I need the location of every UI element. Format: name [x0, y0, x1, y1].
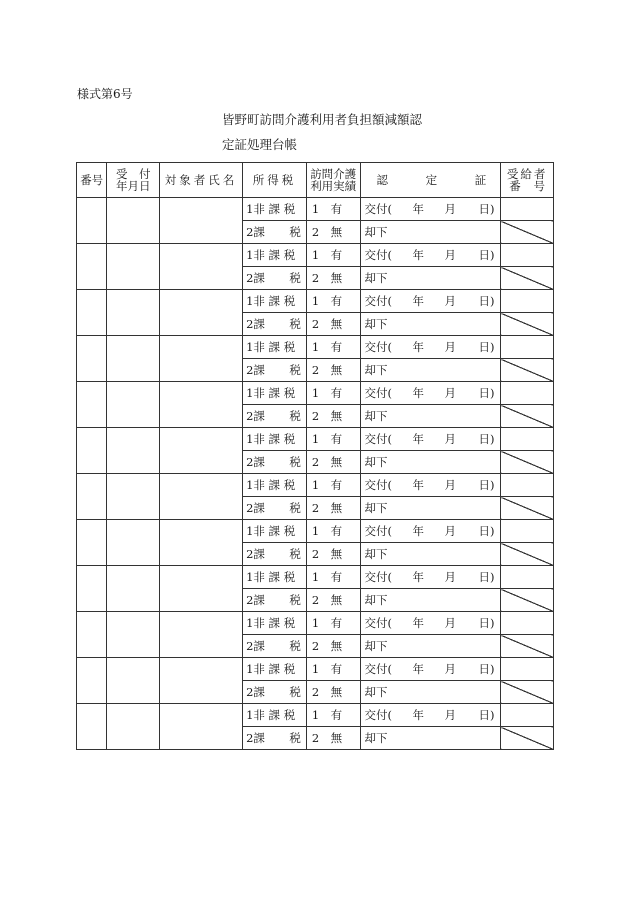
cell-usage-yes[interactable]: 1 有 [306, 428, 360, 451]
tax-taxed-number: 2 [246, 409, 254, 423]
header-certificate-a: 認 [376, 173, 389, 187]
cell-receipt-date[interactable] [107, 428, 160, 474]
cert-month-label: 月 [444, 570, 457, 584]
header-receipt-date-line2: 年月日 [115, 179, 151, 193]
tax-taxed-number: 2 [246, 593, 254, 607]
cert-month-label: 月 [444, 340, 457, 354]
cert-day-label: 日) [478, 294, 495, 308]
cert-day-label: 日) [478, 570, 495, 584]
cert-month-label: 月 [444, 294, 457, 308]
header-receipt-date-line1: 受 付 [115, 167, 151, 181]
cell-receipt-date[interactable] [107, 244, 160, 290]
cell-usage-no[interactable]: 2 無 [306, 359, 360, 382]
header-number: 番号 [77, 163, 107, 198]
tax-taxed-a: 課 [253, 317, 265, 331]
tax-taxed-a: 課 [253, 685, 265, 699]
cell-recipient-diagonal [501, 221, 554, 244]
cell-cert-reject[interactable]: 却下 [360, 359, 501, 382]
cert-month-label: 月 [444, 524, 457, 538]
cert-month-label: 月 [444, 248, 457, 262]
cell-cert-issue[interactable] [360, 520, 501, 543]
table-row-top [77, 520, 554, 543]
cell-cert-reject[interactable]: 却下 [360, 221, 501, 244]
ledger-title-line2: 定証処理台帳 [222, 137, 298, 152]
cell-cert-issue[interactable] [360, 382, 501, 405]
cell-tax-exempt[interactable] [243, 290, 307, 313]
tax-exempt-label: 非 課 税 [253, 478, 296, 492]
tax-exempt-label: 非 課 税 [253, 708, 296, 722]
cell-number[interactable] [77, 612, 107, 658]
cert-day-label: 日) [478, 432, 495, 446]
cell-usage-yes[interactable]: 1 有 [306, 290, 360, 313]
cell-usage-yes[interactable]: 1 有 [306, 658, 360, 681]
cell-cert-reject[interactable]: 却下 [360, 589, 501, 612]
table-row-top [77, 198, 554, 221]
cell-person-name[interactable] [160, 382, 243, 428]
cert-day-label: 日) [478, 524, 495, 538]
header-row [77, 163, 554, 198]
cell-cert-reject[interactable]: 却下 [360, 451, 501, 474]
cell-receipt-date[interactable] [107, 704, 160, 750]
cell-usage-yes[interactable]: 1 有 [306, 612, 360, 635]
table-row-top [77, 474, 554, 497]
cell-recipient-number[interactable] [501, 704, 554, 727]
cert-issue-label: 交付( [364, 478, 393, 492]
cell-cert-issue[interactable] [360, 658, 501, 681]
cell-cert-reject[interactable]: 却下 [360, 543, 501, 566]
cell-recipient-number[interactable] [501, 658, 554, 681]
table-row-top [77, 658, 554, 681]
tax-taxed-number: 2 [246, 363, 254, 377]
cert-issue-label: 交付( [364, 202, 393, 216]
cert-day-label: 日) [478, 340, 495, 354]
cell-tax-exempt[interactable] [243, 704, 307, 727]
cell-recipient-diagonal [501, 543, 554, 566]
tax-exempt-label: 非 課 税 [253, 432, 296, 446]
tax-taxed-b: 税 [289, 225, 301, 239]
cell-recipient-number[interactable] [501, 290, 554, 313]
cell-number[interactable] [77, 658, 107, 704]
cell-usage-no[interactable]: 2 無 [306, 681, 360, 704]
tax-taxed-a: 課 [253, 639, 265, 653]
cell-recipient-number[interactable] [501, 566, 554, 589]
cell-usage-yes[interactable]: 1 有 [306, 382, 360, 405]
cert-issue-label: 交付( [364, 248, 393, 262]
tax-exempt-number: 1 [246, 616, 254, 630]
cert-month-label: 月 [444, 662, 457, 676]
tax-taxed-b: 税 [289, 271, 301, 285]
cell-tax-exempt[interactable] [243, 566, 307, 589]
tax-taxed-number: 2 [246, 639, 254, 653]
cell-usage-yes[interactable]: 1 有 [306, 566, 360, 589]
cell-tax-taxed[interactable] [243, 267, 307, 290]
tax-taxed-b: 税 [289, 639, 301, 653]
tax-exempt-number: 1 [246, 570, 254, 584]
cert-day-label: 日) [478, 386, 495, 400]
form-number: 様式第6号 [77, 87, 133, 101]
tax-taxed-number: 2 [246, 501, 254, 515]
ledger-title-line1: 皆野町訪問介護利用者負担額減額認 [222, 112, 423, 127]
cell-cert-issue[interactable] [360, 704, 501, 727]
cell-receipt-date[interactable] [107, 474, 160, 520]
tax-exempt-number: 1 [246, 294, 254, 308]
cell-usage-yes[interactable]: 1 有 [306, 520, 360, 543]
header-home-care-usage-line2: 利用実績 [310, 179, 357, 193]
cert-year-label: 年 [412, 708, 425, 722]
cell-recipient-diagonal [501, 635, 554, 658]
cell-person-name[interactable] [160, 704, 243, 750]
cert-year-label: 年 [412, 524, 425, 538]
cell-tax-taxed[interactable] [243, 543, 307, 566]
tax-exempt-label: 非 課 税 [253, 662, 296, 676]
cell-usage-yes[interactable]: 1 有 [306, 198, 360, 221]
cell-tax-taxed[interactable] [243, 589, 307, 612]
tax-exempt-label: 非 課 税 [253, 248, 296, 262]
tax-taxed-a: 課 [253, 593, 265, 607]
cell-recipient-diagonal [501, 451, 554, 474]
cell-tax-taxed[interactable] [243, 497, 307, 520]
cell-receipt-date[interactable] [107, 198, 160, 244]
table-row-top [77, 290, 554, 313]
table-row-top [77, 704, 554, 727]
tax-exempt-label: 非 課 税 [253, 386, 296, 400]
cell-cert-reject[interactable]: 却下 [360, 727, 501, 750]
cell-person-name[interactable] [160, 566, 243, 612]
cert-day-label: 日) [478, 662, 495, 676]
tax-taxed-number: 2 [246, 547, 254, 561]
tax-exempt-label: 非 課 税 [253, 202, 296, 216]
tax-taxed-number: 2 [246, 455, 254, 469]
table-row-top [77, 566, 554, 589]
cell-usage-no[interactable]: 2 無 [306, 267, 360, 290]
cell-cert-reject[interactable]: 却下 [360, 635, 501, 658]
cell-tax-taxed[interactable] [243, 727, 307, 750]
cell-recipient-number[interactable] [501, 336, 554, 359]
table-row-top [77, 428, 554, 451]
cell-number[interactable] [77, 704, 107, 750]
tax-taxed-number: 2 [246, 225, 254, 239]
tax-taxed-b: 税 [289, 317, 301, 331]
header-recipient-number [501, 163, 554, 198]
ledger-body [77, 198, 554, 750]
tax-taxed-a: 課 [253, 501, 265, 515]
cert-issue-label: 交付( [364, 386, 393, 400]
cell-tax-taxed[interactable] [243, 635, 307, 658]
cell-usage-no[interactable]: 2 無 [306, 543, 360, 566]
cell-tax-taxed[interactable] [243, 405, 307, 428]
cell-person-name[interactable] [160, 474, 243, 520]
header-recipient-number-a: 番 [509, 179, 521, 193]
tax-exempt-label: 非 課 税 [253, 616, 296, 630]
cell-recipient-number[interactable] [501, 612, 554, 635]
cell-recipient-number[interactable] [501, 474, 554, 497]
cell-cert-issue[interactable] [360, 566, 501, 589]
tax-exempt-number: 1 [246, 386, 254, 400]
cell-usage-no[interactable]: 2 無 [306, 451, 360, 474]
cell-usage-no[interactable]: 2 無 [306, 727, 360, 750]
cell-usage-no[interactable]: 2 無 [306, 589, 360, 612]
header-recipient-number-b: 号 [533, 179, 545, 193]
cell-receipt-date[interactable] [107, 566, 160, 612]
cell-number[interactable] [77, 336, 107, 382]
cell-recipient-diagonal [501, 497, 554, 520]
tax-exempt-number: 1 [246, 708, 254, 722]
header-person-name: 対象者氏名 [160, 163, 243, 198]
tax-exempt-number: 1 [246, 248, 254, 262]
cell-number[interactable] [77, 244, 107, 290]
tax-exempt-number: 1 [246, 432, 254, 446]
cell-tax-exempt[interactable] [243, 382, 307, 405]
tax-taxed-number: 2 [246, 731, 254, 745]
cell-receipt-date[interactable] [107, 612, 160, 658]
cell-number[interactable] [77, 428, 107, 474]
cert-month-label: 月 [444, 202, 457, 216]
cell-receipt-date[interactable] [107, 336, 160, 382]
cell-recipient-number[interactable] [501, 382, 554, 405]
tax-taxed-b: 税 [289, 731, 301, 745]
cell-recipient-number[interactable] [501, 198, 554, 221]
tax-exempt-number: 1 [246, 340, 254, 354]
cell-number[interactable] [77, 198, 107, 244]
cert-month-label: 月 [444, 616, 457, 630]
tax-exempt-number: 1 [246, 524, 254, 538]
cert-month-label: 月 [444, 386, 457, 400]
table-row-top [77, 612, 554, 635]
cell-recipient-number[interactable] [501, 520, 554, 543]
tax-taxed-b: 税 [289, 455, 301, 469]
cell-person-name[interactable] [160, 658, 243, 704]
cert-day-label: 日) [478, 616, 495, 630]
cell-usage-yes[interactable]: 1 有 [306, 474, 360, 497]
cert-issue-label: 交付( [364, 432, 393, 446]
cell-recipient-diagonal [501, 727, 554, 750]
cell-recipient-diagonal [501, 405, 554, 428]
cert-month-label: 月 [444, 432, 457, 446]
cert-issue-label: 交付( [364, 570, 393, 584]
cell-tax-exempt[interactable] [243, 658, 307, 681]
tax-taxed-number: 2 [246, 271, 254, 285]
cert-year-label: 年 [412, 386, 425, 400]
cell-tax-exempt[interactable] [243, 336, 307, 359]
cert-day-label: 日) [478, 248, 495, 262]
cell-cert-reject[interactable]: 却下 [360, 681, 501, 704]
cert-year-label: 年 [412, 478, 425, 492]
cell-receipt-date[interactable] [107, 382, 160, 428]
tax-taxed-b: 税 [289, 593, 301, 607]
cert-year-label: 年 [412, 616, 425, 630]
cert-month-label: 月 [444, 708, 457, 722]
cell-cert-issue[interactable] [360, 336, 501, 359]
cert-year-label: 年 [412, 294, 425, 308]
cell-number[interactable] [77, 520, 107, 566]
header-certificate-b: 定 [425, 173, 438, 187]
tax-taxed-a: 課 [253, 225, 265, 239]
header-recipient-number-line1: 受給者 [506, 167, 548, 181]
cell-tax-taxed[interactable] [243, 681, 307, 704]
cert-year-label: 年 [412, 340, 425, 354]
cell-recipient-diagonal [501, 359, 554, 382]
cert-year-label: 年 [412, 570, 425, 584]
tax-exempt-label: 非 課 税 [253, 294, 296, 308]
cell-tax-taxed[interactable] [243, 451, 307, 474]
ledger-table [76, 162, 554, 750]
cell-usage-yes[interactable]: 1 有 [306, 244, 360, 267]
cert-year-label: 年 [412, 662, 425, 676]
cell-tax-exempt[interactable] [243, 428, 307, 451]
header-home-care-usage [306, 163, 360, 198]
cell-tax-exempt[interactable] [243, 612, 307, 635]
header-income-tax: 所得税 [243, 163, 307, 198]
cell-person-name[interactable] [160, 428, 243, 474]
header-certificate [360, 163, 501, 198]
cell-cert-reject[interactable]: 却下 [360, 267, 501, 290]
cell-cert-reject[interactable]: 却下 [360, 497, 501, 520]
tax-exempt-label: 非 課 税 [253, 570, 296, 584]
tax-taxed-b: 税 [289, 363, 301, 377]
cell-usage-no[interactable]: 2 無 [306, 221, 360, 244]
cell-person-name[interactable] [160, 290, 243, 336]
table-row-top [77, 382, 554, 405]
cell-cert-issue[interactable] [360, 612, 501, 635]
tax-taxed-a: 課 [253, 271, 265, 285]
header-receipt-date [107, 163, 160, 198]
cell-cert-reject[interactable]: 却下 [360, 405, 501, 428]
tax-exempt-number: 1 [246, 478, 254, 492]
tax-taxed-number: 2 [246, 317, 254, 331]
cell-recipient-diagonal [501, 589, 554, 612]
cert-day-label: 日) [478, 478, 495, 492]
cell-tax-taxed[interactable] [243, 221, 307, 244]
header-home-care-usage-line1: 訪問介護 [310, 167, 357, 181]
cell-person-name[interactable] [160, 520, 243, 566]
cell-usage-no[interactable]: 2 無 [306, 497, 360, 520]
cell-number[interactable] [77, 382, 107, 428]
cert-issue-label: 交付( [364, 294, 393, 308]
cell-usage-no[interactable]: 2 無 [306, 405, 360, 428]
cell-cert-issue[interactable] [360, 474, 501, 497]
cell-recipient-diagonal [501, 681, 554, 704]
cell-tax-taxed[interactable] [243, 359, 307, 382]
tax-taxed-b: 税 [289, 547, 301, 561]
cell-tax-exempt[interactable] [243, 244, 307, 267]
cert-issue-label: 交付( [364, 616, 393, 630]
cert-issue-label: 交付( [364, 662, 393, 676]
tax-taxed-number: 2 [246, 685, 254, 699]
cert-day-label: 日) [478, 708, 495, 722]
tax-taxed-a: 課 [253, 455, 265, 469]
tax-taxed-a: 課 [253, 409, 265, 423]
cell-cert-issue[interactable] [360, 290, 501, 313]
cert-year-label: 年 [412, 202, 425, 216]
cell-cert-issue[interactable] [360, 244, 501, 267]
cert-year-label: 年 [412, 432, 425, 446]
cell-person-name[interactable] [160, 336, 243, 382]
tax-taxed-b: 税 [289, 685, 301, 699]
cell-tax-exempt[interactable] [243, 474, 307, 497]
cert-year-label: 年 [412, 248, 425, 262]
tax-taxed-b: 税 [289, 501, 301, 515]
cell-cert-reject[interactable]: 却下 [360, 313, 501, 336]
table-row-top [77, 336, 554, 359]
cert-issue-label: 交付( [364, 708, 393, 722]
cell-recipient-number[interactable] [501, 428, 554, 451]
cell-usage-no[interactable]: 2 無 [306, 635, 360, 658]
tax-exempt-number: 1 [246, 662, 254, 676]
cell-number[interactable] [77, 566, 107, 612]
cell-receipt-date[interactable] [107, 520, 160, 566]
header-certificate-c: 証 [474, 173, 487, 187]
cell-receipt-date[interactable] [107, 290, 160, 336]
cell-usage-yes[interactable]: 1 有 [306, 336, 360, 359]
cell-person-name[interactable] [160, 198, 243, 244]
cell-cert-issue[interactable] [360, 428, 501, 451]
cell-receipt-date[interactable] [107, 658, 160, 704]
cell-usage-yes[interactable]: 1 有 [306, 704, 360, 727]
table-row-top [77, 244, 554, 267]
tax-exempt-label: 非 課 税 [253, 340, 296, 354]
cell-number[interactable] [77, 290, 107, 336]
cell-number[interactable] [77, 474, 107, 520]
cert-month-label: 月 [444, 478, 457, 492]
cell-recipient-number[interactable] [501, 244, 554, 267]
tax-taxed-a: 課 [253, 547, 265, 561]
cell-tax-exempt[interactable] [243, 198, 307, 221]
tax-exempt-number: 1 [246, 202, 254, 216]
cell-person-name[interactable] [160, 612, 243, 658]
cert-day-label: 日) [478, 202, 495, 216]
cell-person-name[interactable] [160, 244, 243, 290]
cert-issue-label: 交付( [364, 340, 393, 354]
cell-tax-exempt[interactable] [243, 520, 307, 543]
cell-usage-no[interactable]: 2 無 [306, 313, 360, 336]
tax-exempt-label: 非 課 税 [253, 524, 296, 538]
tax-taxed-a: 課 [253, 363, 265, 377]
cell-recipient-diagonal [501, 313, 554, 336]
cell-recipient-diagonal [501, 267, 554, 290]
tax-taxed-a: 課 [253, 731, 265, 745]
cell-tax-taxed[interactable] [243, 313, 307, 336]
cert-issue-label: 交付( [364, 524, 393, 538]
cell-cert-issue[interactable] [360, 198, 501, 221]
tax-taxed-b: 税 [289, 409, 301, 423]
